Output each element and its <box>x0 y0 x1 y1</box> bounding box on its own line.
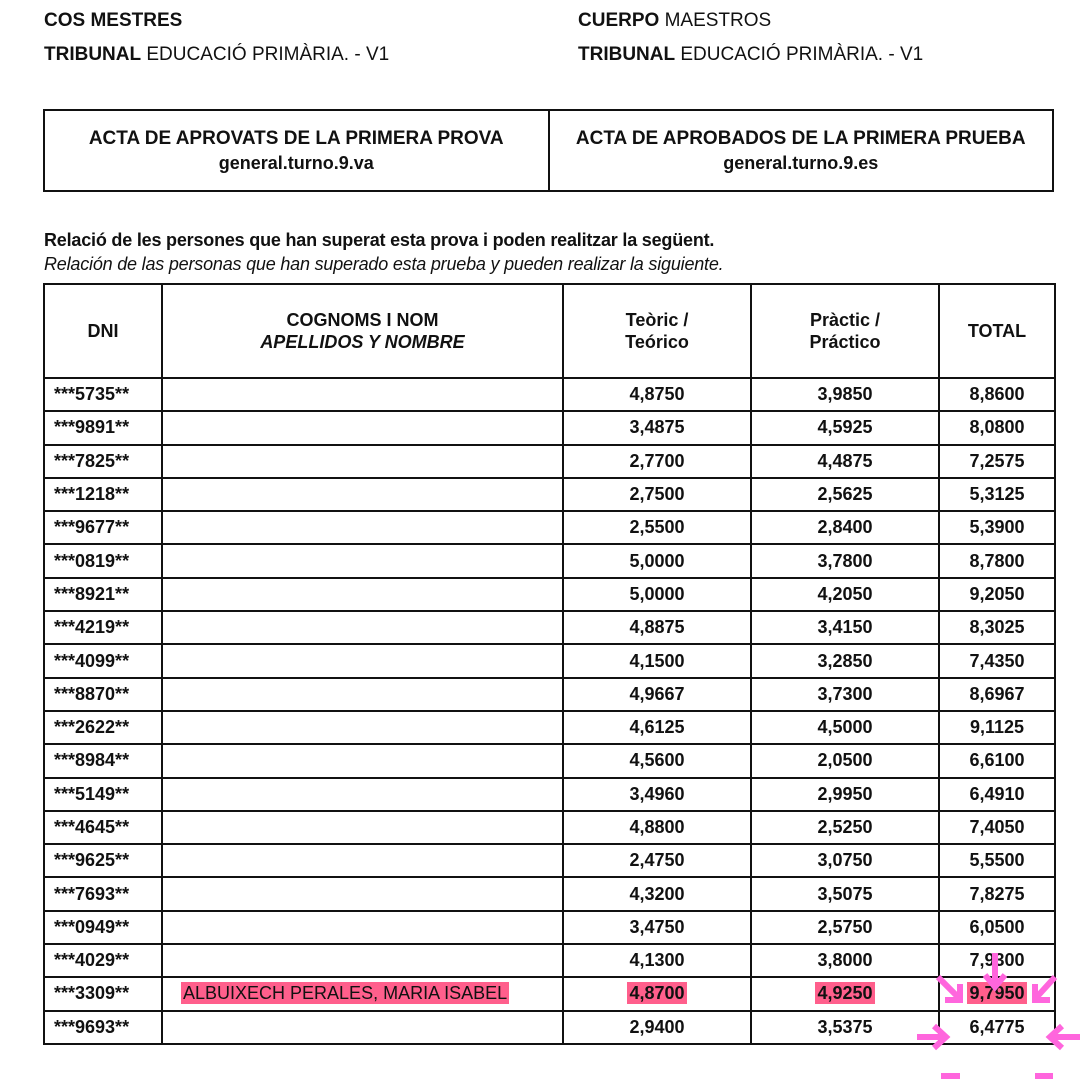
teorico-cell <box>563 511 751 544</box>
total-cell-value: 6,4775 <box>969 1016 1025 1037</box>
dni-cell-value: ***4099** <box>54 650 130 671</box>
total-cell-value: 6,4910 <box>969 783 1025 804</box>
total-cell-value: 8,8600 <box>969 384 1025 405</box>
acta-es-code: general.turno.9.es <box>723 152 879 173</box>
header-teorico-es: Teórico <box>625 332 689 352</box>
header-left-tribunal-label: TRIBUNAL <box>44 44 142 65</box>
practico-cell <box>751 445 939 478</box>
name-cell <box>162 977 563 1010</box>
dni-cell-value: ***8921** <box>54 583 130 604</box>
teorico-cell-value: 2,9400 <box>629 1016 685 1037</box>
practico-cell <box>751 977 939 1010</box>
teorico-cell-value: 2,7700 <box>629 450 685 471</box>
total-cell-value: 9,1125 <box>969 717 1025 738</box>
total-cell <box>939 778 1055 811</box>
dni-cell-value: ***1218** <box>54 484 130 505</box>
header-practico-ca: Pràctic / <box>809 310 881 330</box>
results-table <box>43 283 1056 1045</box>
teorico-cell-value: 4,1300 <box>629 950 685 971</box>
total-cell-value: 6,6100 <box>969 750 1025 771</box>
header-name-es: APELLIDOS Y NOMBRE <box>260 332 465 352</box>
name-cell <box>162 711 563 744</box>
header-practico <box>751 284 939 378</box>
dni-cell-value: ***4029** <box>54 950 130 971</box>
teorico-cell-value: 4,8750 <box>629 384 685 405</box>
name-cell <box>162 811 563 844</box>
practico-cell <box>751 911 939 944</box>
practico-cell-value: 4,4875 <box>817 450 873 471</box>
total-cell-value: 5,5500 <box>969 850 1025 871</box>
practico-cell-value: 2,5250 <box>817 817 873 837</box>
teorico-cell <box>563 411 751 444</box>
name-cell <box>162 411 563 444</box>
practico-cell <box>751 711 939 744</box>
total-cell-value: 9,7950 <box>969 983 1025 1004</box>
teorico-cell-value: 3,4960 <box>629 783 685 804</box>
header-teorico-ca: Teòric / <box>625 310 689 330</box>
teorico-cell-value: 4,8700 <box>629 983 685 1004</box>
teorico-cell <box>563 678 751 711</box>
teorico-cell <box>563 844 751 877</box>
dni-cell <box>44 944 162 977</box>
name-cell <box>162 544 563 577</box>
practico-cell-value: 2,5750 <box>817 916 873 937</box>
name-cell <box>162 644 563 677</box>
teorico-cell <box>563 877 751 910</box>
total-cell <box>939 844 1055 877</box>
dni-cell <box>44 644 162 677</box>
total-cell-value: 5,3900 <box>969 517 1025 538</box>
name-cell <box>162 478 563 511</box>
total-cell-value: 7,2575 <box>969 450 1025 471</box>
teorico-cell <box>563 778 751 811</box>
table-row <box>44 478 1055 511</box>
dni-cell <box>44 711 162 744</box>
acta-ca-code: general.turno.9.va <box>218 152 374 173</box>
header-right-tribunal-label: TRIBUNAL <box>578 44 676 65</box>
header-teorico <box>563 284 751 378</box>
practico-cell <box>751 944 939 977</box>
total-cell <box>939 511 1055 544</box>
table-row <box>44 544 1055 577</box>
acta-es <box>548 111 1053 190</box>
dni-cell <box>44 378 162 411</box>
name-cell <box>162 877 563 910</box>
total-cell-value: 7,8275 <box>969 883 1025 904</box>
total-cell <box>939 611 1055 644</box>
dni-cell-value: ***0949** <box>54 916 130 937</box>
teorico-cell <box>563 911 751 944</box>
header-name <box>162 284 563 378</box>
teorico-cell-value: 2,5500 <box>629 517 685 538</box>
total-cell-value: 5,3125 <box>969 484 1025 505</box>
name-cell <box>162 944 563 977</box>
table-row <box>44 411 1055 444</box>
teorico-cell <box>563 744 751 777</box>
teorico-cell <box>563 1011 751 1044</box>
dni-cell-value: ***4645** <box>54 817 130 837</box>
table-row <box>44 778 1055 811</box>
practico-cell-value: 4,2050 <box>817 583 873 604</box>
total-cell <box>939 478 1055 511</box>
teorico-cell <box>563 977 751 1010</box>
dni-cell-value: ***7825** <box>54 450 130 471</box>
dni-cell <box>44 544 162 577</box>
relation-text-ca: Relació de les persones que han superat esta prova i poden realitzar la següent. <box>44 230 715 250</box>
teorico-cell-value: 4,8800 <box>629 817 685 837</box>
dni-cell <box>44 578 162 611</box>
practico-cell <box>751 877 939 910</box>
table-row <box>44 511 1055 544</box>
teorico-cell <box>563 611 751 644</box>
total-cell <box>939 544 1055 577</box>
name-cell <box>162 911 563 944</box>
practico-cell-value: 2,0500 <box>817 750 873 771</box>
practico-cell-value: 2,8400 <box>817 517 873 538</box>
teorico-cell-value: 4,8875 <box>629 617 685 638</box>
table-row <box>44 944 1055 977</box>
total-cell-value: 8,6967 <box>969 683 1025 704</box>
teorico-cell <box>563 544 751 577</box>
acta-es-title: ACTA DE APROBADOS DE LA PRIMERA PRUEBA <box>575 127 1026 149</box>
practico-cell <box>751 478 939 511</box>
total-cell <box>939 678 1055 711</box>
header-cos-mestres <box>44 10 182 32</box>
dni-cell-value: ***7693** <box>54 883 130 904</box>
dni-cell <box>44 445 162 478</box>
total-cell <box>939 811 1055 844</box>
teorico-cell-value: 3,4750 <box>629 916 685 937</box>
practico-cell-value: 3,2850 <box>817 650 873 671</box>
table-header-row <box>44 284 1055 378</box>
table-row <box>44 877 1055 910</box>
name-cell <box>162 678 563 711</box>
dni-cell-value: ***5149** <box>54 783 130 804</box>
dni-cell <box>44 511 162 544</box>
header-left-line1: COS MESTRES <box>44 10 183 31</box>
total-cell <box>939 911 1055 944</box>
header-left-tribunal-value: EDUCACIÓ PRIMÀRIA. - V1 <box>141 44 390 65</box>
table-row <box>44 811 1055 844</box>
teorico-cell <box>563 378 751 411</box>
header-tribunal-es <box>578 44 923 66</box>
practico-cell-value: 2,5625 <box>817 484 873 505</box>
practico-cell <box>751 578 939 611</box>
total-cell-value: 6,0500 <box>969 916 1025 937</box>
dni-cell <box>44 911 162 944</box>
table-row-highlighted <box>44 977 1055 1010</box>
total-cell-value: 7,4050 <box>969 817 1025 837</box>
practico-cell <box>751 544 939 577</box>
total-cell <box>939 977 1055 1010</box>
practico-cell <box>751 644 939 677</box>
header-tribunal-ca <box>44 44 389 66</box>
teorico-cell <box>563 644 751 677</box>
name-cell <box>162 778 563 811</box>
practico-cell-value: 4,5925 <box>817 417 873 438</box>
teorico-cell <box>563 445 751 478</box>
total-cell <box>939 378 1055 411</box>
name-cell <box>162 445 563 478</box>
practico-cell-value: 4,9250 <box>817 983 873 1004</box>
table-row <box>44 744 1055 777</box>
dni-cell <box>44 811 162 844</box>
table-body <box>44 378 1055 1044</box>
name-cell <box>162 844 563 877</box>
practico-cell-value: 3,4150 <box>817 617 873 638</box>
dni-cell-value: ***8870** <box>54 683 130 704</box>
total-cell-value: 8,0800 <box>969 417 1025 438</box>
practico-cell-value: 2,9950 <box>817 783 873 804</box>
practico-cell-value: 3,5375 <box>817 1016 873 1037</box>
header-dni: DNI <box>44 284 162 378</box>
total-cell <box>939 445 1055 478</box>
dni-cell-value: ***8984** <box>54 750 130 771</box>
dni-cell <box>44 1011 162 1044</box>
table-row <box>44 611 1055 644</box>
table-row <box>44 378 1055 411</box>
dni-cell-value: ***9693** <box>54 1016 130 1037</box>
practico-cell-value: 3,7300 <box>817 683 873 704</box>
table-row <box>44 911 1055 944</box>
name-cell-value: ALBUIXECH PERALES, MARIA ISABEL <box>183 983 508 1004</box>
teorico-cell <box>563 711 751 744</box>
name-cell <box>162 744 563 777</box>
name-cell <box>162 611 563 644</box>
header-practico-es: Práctico <box>809 332 881 352</box>
dni-cell-value: ***5735** <box>54 384 130 405</box>
practico-cell-value: 3,0750 <box>817 850 873 871</box>
dni-cell-value: ***9677** <box>54 517 130 538</box>
dni-cell <box>44 611 162 644</box>
dni-cell <box>44 411 162 444</box>
teorico-cell-value: 5,0000 <box>629 550 685 571</box>
total-cell <box>939 1011 1055 1044</box>
teorico-cell-value: 2,7500 <box>629 484 685 505</box>
total-cell <box>939 744 1055 777</box>
dni-cell <box>44 744 162 777</box>
teorico-cell-value: 3,4875 <box>629 417 685 438</box>
table-row <box>44 844 1055 877</box>
practico-cell <box>751 778 939 811</box>
practico-cell <box>751 411 939 444</box>
teorico-cell-value: 4,1500 <box>629 650 685 671</box>
dni-cell-value: ***4219** <box>54 617 130 638</box>
dni-cell <box>44 778 162 811</box>
teorico-cell-value: 4,6125 <box>629 717 685 738</box>
name-cell <box>162 511 563 544</box>
practico-cell <box>751 811 939 844</box>
dni-cell <box>44 678 162 711</box>
total-cell <box>939 578 1055 611</box>
total-cell-value: 7,4350 <box>969 650 1025 671</box>
teorico-cell-value: 4,5600 <box>629 750 685 771</box>
table-row <box>44 678 1055 711</box>
dni-cell <box>44 478 162 511</box>
dni-cell-value: ***9625** <box>54 850 130 871</box>
teorico-cell-value: 4,9667 <box>629 683 685 704</box>
total-cell-value: 8,3025 <box>969 617 1025 638</box>
relation-text-es: Relación de las personas que han superado esta prueba y pueden realizar la siguiente. <box>44 254 724 274</box>
teorico-cell <box>563 478 751 511</box>
total-cell <box>939 944 1055 977</box>
header-cuerpo-maestros <box>578 10 771 32</box>
acta-ca <box>45 111 548 190</box>
practico-cell-value: 3,9850 <box>817 384 873 405</box>
teorico-cell <box>563 811 751 844</box>
practico-cell-value: 3,8000 <box>817 950 873 971</box>
dni-cell-value: ***2622** <box>54 717 130 738</box>
total-cell <box>939 644 1055 677</box>
teorico-cell-value: 5,0000 <box>629 583 685 604</box>
header-right-line1-rest: MAESTROS <box>659 10 772 31</box>
teorico-cell <box>563 944 751 977</box>
dni-cell-value: ***9891** <box>54 417 130 438</box>
practico-cell <box>751 511 939 544</box>
dni-cell-value: ***3309** <box>54 983 130 1004</box>
teorico-cell-value: 4,3200 <box>629 883 685 904</box>
total-cell-value: 9,2050 <box>969 583 1025 604</box>
practico-cell-value: 4,5000 <box>817 717 873 738</box>
dni-cell-value: ***0819** <box>54 550 130 571</box>
header-right-line1-bold: CUERPO <box>578 10 660 31</box>
practico-cell <box>751 378 939 411</box>
dni-cell <box>44 977 162 1010</box>
teorico-cell <box>563 578 751 611</box>
practico-cell <box>751 844 939 877</box>
table-row <box>44 711 1055 744</box>
practico-cell-value: 3,7800 <box>817 550 873 571</box>
practico-cell <box>751 1011 939 1044</box>
table-row <box>44 578 1055 611</box>
practico-cell-value: 3,5075 <box>817 883 873 904</box>
acta-ca-title: ACTA DE APROVATS DE LA PRIMERA PROVA <box>88 127 504 149</box>
teorico-cell-value: 2,4750 <box>629 850 685 871</box>
header-right-tribunal-value: EDUCACIÓ PRIMÀRIA. - V1 <box>675 44 924 65</box>
practico-cell <box>751 678 939 711</box>
dni-cell <box>44 877 162 910</box>
total-cell-value: 7,9300 <box>969 950 1025 971</box>
table-row <box>44 445 1055 478</box>
name-cell <box>162 1011 563 1044</box>
total-cell-value: 8,7800 <box>969 550 1025 571</box>
header-name-ca: COGNOMS I NOM <box>286 310 439 330</box>
table-row <box>44 1011 1055 1044</box>
name-cell <box>162 378 563 411</box>
total-cell <box>939 877 1055 910</box>
total-cell <box>939 411 1055 444</box>
total-cell <box>939 711 1055 744</box>
acta-title-box <box>43 109 1054 192</box>
practico-cell <box>751 611 939 644</box>
table-row <box>44 644 1055 677</box>
practico-cell <box>751 744 939 777</box>
name-cell <box>162 578 563 611</box>
header-total: TOTAL <box>939 284 1055 378</box>
dni-cell <box>44 844 162 877</box>
